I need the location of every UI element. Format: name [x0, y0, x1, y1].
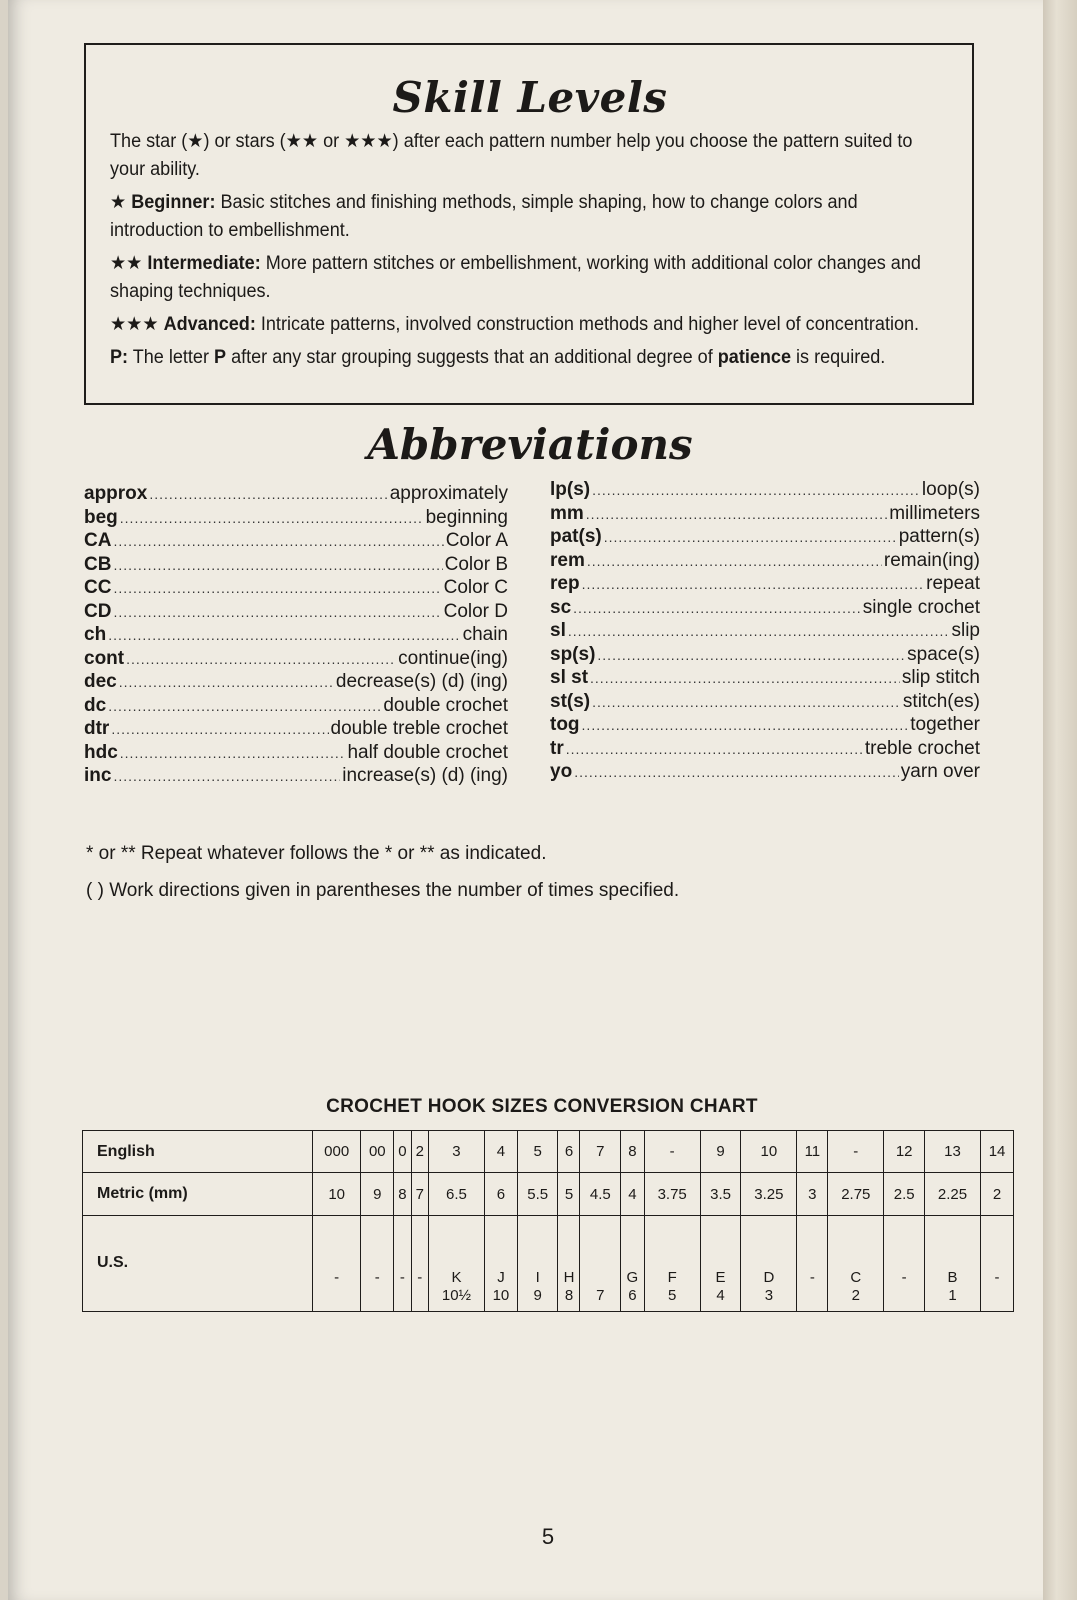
- metric-size-cell: 5.5: [517, 1173, 558, 1215]
- us-number: [313, 1287, 360, 1305]
- abbreviation-row: [84, 764, 508, 788]
- us-size-cell: [828, 1215, 884, 1311]
- us-letter: -: [809, 1269, 815, 1286]
- english-size-cell: 2: [411, 1131, 428, 1173]
- metric-row: [83, 1173, 1014, 1215]
- abbreviation-row: [84, 553, 508, 577]
- abbreviation-term: dec: [84, 671, 117, 692]
- us-letter: -: [417, 1269, 423, 1286]
- english-size-cell: 5: [517, 1131, 558, 1173]
- dot-leader: [113, 530, 443, 554]
- abbreviation-definition: Color A: [445, 530, 508, 551]
- abbreviation-definition: double crochet: [383, 694, 508, 716]
- abbreviation-definition: Color D: [443, 600, 508, 622]
- abbreviation-term: tr: [550, 737, 564, 759]
- abbreviation-term: hdc: [84, 741, 118, 763]
- abbreviation-definition: together: [910, 714, 980, 735]
- us-size-cell: [621, 1215, 645, 1311]
- us-letter: -: [399, 1269, 405, 1286]
- skill-advanced: ★★★ Advanced: Intricate patterns, involved construction methods and higher level of concentration.: [110, 314, 920, 335]
- skill-levels-title: Skill Levels: [392, 73, 668, 122]
- us-number: 1: [948, 1287, 957, 1304]
- metric-size-cell: 3.5: [700, 1173, 741, 1215]
- dot-leader: [573, 597, 861, 621]
- abbreviation-term: sc: [550, 596, 572, 618]
- dot-leader: [590, 667, 900, 691]
- metric-size-cell: 3.75: [644, 1173, 700, 1215]
- dot-leader: [568, 620, 950, 644]
- metric-size-cell: 10: [313, 1173, 361, 1215]
- metric-size-cell: 7: [411, 1173, 428, 1215]
- abbreviation-definition: half double crochet: [347, 741, 508, 763]
- abbreviation-term: rem: [550, 549, 585, 571]
- abbreviation-term: mm: [550, 502, 584, 524]
- dot-leader: [113, 765, 340, 789]
- abbreviation-term: dc: [84, 694, 107, 716]
- us-number: [981, 1287, 1013, 1305]
- row-label-metric: Metric (mm): [83, 1173, 313, 1215]
- us-letter: -: [901, 1269, 907, 1286]
- abbreviation-definition: millimeters: [889, 502, 980, 524]
- abbreviation-row: [84, 670, 508, 694]
- us-letter: K: [451, 1269, 462, 1286]
- us-number: 10: [492, 1287, 510, 1304]
- dot-leader: [113, 577, 441, 601]
- us-size-cell: [517, 1215, 558, 1311]
- advanced-stars-icon: ★★★: [110, 314, 159, 335]
- row-label-english: English: [83, 1131, 313, 1173]
- abbreviation-definition: Color B: [444, 553, 508, 575]
- two-stars-icon: ★★: [285, 131, 319, 152]
- intermediate-label: Intermediate:: [147, 253, 261, 274]
- dot-leader: [592, 691, 901, 715]
- us-letter: G: [626, 1269, 639, 1286]
- abbreviation-row: [550, 643, 980, 667]
- metric-size-cell: 4.5: [580, 1173, 621, 1215]
- abbreviation-term: CD: [84, 600, 112, 622]
- metric-size-cell: 2.25: [924, 1173, 980, 1215]
- abbreviation-definition: treble crochet: [864, 737, 980, 759]
- us-number: [394, 1287, 410, 1305]
- us-letter: H: [563, 1269, 575, 1286]
- abbreviation-term: yo: [550, 761, 573, 782]
- english-size-cell: 00: [361, 1131, 394, 1173]
- dot-leader: [111, 718, 328, 742]
- abbreviation-row: [550, 760, 980, 784]
- abbreviation-definition: beginning: [425, 506, 508, 528]
- note-parentheses: ( ) Work directions given in parentheses the number of times specified.: [86, 880, 680, 901]
- english-size-cell: -: [828, 1131, 884, 1173]
- abbreviation-definition: single crochet: [862, 596, 980, 618]
- abbreviation-definition: decrease(s) (d) (ing): [335, 671, 508, 692]
- us-letter: -: [374, 1269, 380, 1286]
- star-icon: ★: [187, 131, 204, 152]
- english-size-cell: 9: [700, 1131, 741, 1173]
- metric-size-cell: 8: [394, 1173, 411, 1215]
- abbreviation-row: [84, 576, 508, 600]
- abbreviation-row: [84, 741, 508, 765]
- metric-size-cell: 3: [797, 1173, 828, 1215]
- dot-leader: [149, 483, 387, 507]
- row-label-us: U.S.: [83, 1215, 313, 1311]
- metric-size-cell: 2.5: [884, 1173, 925, 1215]
- dot-leader: [574, 761, 899, 785]
- abbreviation-definition: yarn over: [900, 761, 980, 782]
- abbreviation-term: st(s): [550, 690, 591, 712]
- dot-leader: [120, 742, 346, 766]
- us-number: 2: [851, 1287, 860, 1304]
- metric-size-cell: 6: [485, 1173, 518, 1215]
- skill-intro: The star (★) or stars (★★ or ★★★) after each pattern number help you choose the pattern suited to your ability.: [110, 131, 913, 180]
- abbreviation-definition: approximately: [389, 483, 508, 504]
- abbreviation-term: rep: [550, 573, 580, 594]
- abbreviation-term: sp(s): [550, 643, 596, 665]
- abbreviation-term: approx: [84, 483, 148, 504]
- skill-patience: P: The letter P after any star grouping suggests that an additional degree of patience is required.: [110, 347, 886, 368]
- us-letter: -: [994, 1269, 1000, 1286]
- metric-size-cell: 5: [558, 1173, 580, 1215]
- us-number: 3: [764, 1287, 774, 1304]
- abbreviation-term: lp(s): [550, 479, 591, 500]
- intermediate-stars-icon: ★★: [110, 253, 143, 274]
- dot-leader: [604, 526, 897, 550]
- abbreviation-row: [550, 549, 980, 573]
- abbreviation-term: CC: [84, 577, 112, 598]
- abbreviation-row: [84, 717, 508, 741]
- us-size-cell: [361, 1215, 394, 1311]
- skill-levels-box: [84, 43, 974, 405]
- abbreviation-row: [550, 666, 980, 690]
- dot-leader: [592, 479, 920, 503]
- abbreviation-row: [550, 619, 980, 643]
- us-number: 5: [668, 1287, 677, 1304]
- us-size-cell: [428, 1215, 484, 1311]
- p-label: P:: [110, 347, 129, 368]
- abbreviation-definition: repeat: [926, 573, 980, 594]
- abbreviation-row: [550, 502, 980, 526]
- dot-leader: [582, 573, 925, 597]
- abbreviation-term: CB: [84, 553, 112, 575]
- abbreviation-definition: increase(s) (d) (ing): [342, 765, 508, 786]
- abbreviation-row: [550, 690, 980, 714]
- us-size-cell: [700, 1215, 741, 1311]
- abbreviations-left-column: [84, 482, 508, 788]
- us-number: [797, 1287, 827, 1305]
- us-number: [412, 1287, 428, 1305]
- dot-leader: [586, 503, 887, 527]
- dot-leader: [113, 601, 441, 625]
- abbreviation-term: dtr: [84, 718, 110, 739]
- dot-leader: [108, 624, 460, 648]
- three-stars-icon: ★★★: [344, 131, 393, 152]
- metric-size-cell: 2.75: [828, 1173, 884, 1215]
- abbreviation-term: ch: [84, 624, 107, 645]
- dot-leader: [566, 738, 863, 762]
- us-number: 7: [596, 1287, 605, 1304]
- metric-size-cell: 3.25: [741, 1173, 797, 1215]
- us-number: [361, 1287, 393, 1305]
- abbreviation-definition: chain: [462, 624, 508, 645]
- abbreviations-title: Abbreviations: [367, 420, 693, 469]
- page-stack-edge: [1043, 0, 1077, 1600]
- beginner-star-icon: ★: [110, 192, 127, 213]
- us-size-cell: [884, 1215, 925, 1311]
- dot-leader: [108, 695, 381, 719]
- us-size-cell: [981, 1215, 1014, 1311]
- us-number: 9: [533, 1287, 542, 1304]
- english-size-cell: 7: [580, 1131, 621, 1173]
- dot-leader: [113, 554, 442, 578]
- abbreviation-term: tog: [550, 714, 580, 735]
- abbreviation-row: [84, 529, 508, 553]
- abbreviation-row: [84, 647, 508, 671]
- abbreviation-row: [550, 596, 980, 620]
- english-row: [83, 1131, 1014, 1173]
- us-size-cell: [313, 1215, 361, 1311]
- abbreviation-definition: slip stitch: [901, 667, 980, 688]
- us-number: 4: [716, 1287, 725, 1304]
- abbreviations-right-column: [550, 478, 980, 784]
- page-number: 5: [541, 1524, 555, 1549]
- us-size-cell: [741, 1215, 797, 1311]
- abbreviation-row: [550, 737, 980, 761]
- hook-chart-title: CROCHET HOOK SIZES CONVERSION CHART: [326, 1096, 758, 1117]
- english-size-cell: 4: [485, 1131, 518, 1173]
- abbreviation-term: CA: [84, 530, 112, 551]
- abbreviation-definition: double treble crochet: [330, 718, 508, 739]
- metric-size-cell: 9: [361, 1173, 394, 1215]
- abbreviation-definition: slip: [951, 620, 980, 641]
- metric-size-cell: 2: [981, 1173, 1014, 1215]
- english-size-cell: 000: [313, 1131, 361, 1173]
- abbreviation-row: [84, 600, 508, 624]
- us-size-cell: [558, 1215, 580, 1311]
- english-size-cell: 11: [797, 1131, 828, 1173]
- us-number: 10½: [441, 1287, 472, 1304]
- abbreviation-row: [550, 478, 980, 502]
- us-size-cell: [797, 1215, 828, 1311]
- english-size-cell: 3: [428, 1131, 484, 1173]
- abbreviation-row: [84, 694, 508, 718]
- us-letter: J: [497, 1269, 505, 1286]
- us-number: 6: [628, 1287, 637, 1304]
- abbreviation-row: [550, 572, 980, 596]
- english-size-cell: 14: [981, 1131, 1014, 1173]
- dot-leader: [119, 671, 334, 695]
- us-letter: D: [763, 1269, 775, 1286]
- english-size-cell: 13: [924, 1131, 980, 1173]
- abbreviation-row: [84, 623, 508, 647]
- note-repeat: * or ** Repeat whatever follows the * or ** as indicated.: [86, 843, 547, 864]
- us-size-cell: [644, 1215, 700, 1311]
- us-number: 8: [564, 1287, 574, 1304]
- dot-leader: [126, 648, 396, 672]
- abbreviation-definition: space(s): [907, 643, 980, 665]
- advanced-label: Advanced:: [163, 314, 256, 335]
- skill-beginner: ★ Beginner: Basic stitches and finishing methods, simple shaping, how to change colors and introduction to embellishment.: [110, 192, 858, 241]
- us-letter: B: [947, 1269, 958, 1286]
- metric-size-cell: 4: [621, 1173, 645, 1215]
- beginner-label: Beginner:: [131, 192, 216, 213]
- abbreviation-term: sl: [550, 620, 566, 641]
- abbreviation-term: inc: [84, 765, 112, 786]
- us-letter: C: [850, 1269, 862, 1286]
- dot-leader: [582, 714, 909, 738]
- us-letter: I: [535, 1269, 540, 1286]
- abbreviation-term: beg: [84, 506, 118, 528]
- abbreviation-term: cont: [84, 647, 125, 669]
- english-size-cell: 8: [621, 1131, 645, 1173]
- us-size-cell: [580, 1215, 621, 1311]
- english-size-cell: 6: [558, 1131, 580, 1173]
- abbreviation-definition: Color C: [443, 577, 508, 598]
- us-row: [83, 1215, 1014, 1311]
- hook-size-table: [82, 1130, 1014, 1312]
- english-size-cell: 12: [884, 1131, 925, 1173]
- dot-leader: [120, 507, 424, 531]
- us-size-cell: [924, 1215, 980, 1311]
- english-size-cell: 10: [741, 1131, 797, 1173]
- abbreviation-row: [84, 506, 508, 530]
- english-size-cell: -: [644, 1131, 700, 1173]
- skill-intermediate: ★★ Intermediate: More pattern stitches or embellishment, working with additional color changes and shaping techniques.: [110, 253, 921, 302]
- us-letter: -: [334, 1269, 340, 1286]
- abbreviation-term: sl st: [550, 667, 589, 688]
- abbreviation-row: [550, 525, 980, 549]
- abbreviation-definition: stitch(es): [902, 690, 980, 712]
- dot-leader: [597, 644, 905, 668]
- us-letter: E: [715, 1269, 726, 1286]
- abbreviation-definition: remain(ing): [883, 549, 980, 571]
- us-number: [884, 1287, 924, 1305]
- us-size-cell: [394, 1215, 411, 1311]
- abbreviation-definition: loop(s): [921, 479, 980, 500]
- abbreviation-definition: pattern(s): [898, 526, 980, 547]
- english-size-cell: 0: [394, 1131, 411, 1173]
- abbreviation-row: [550, 713, 980, 737]
- dot-leader: [587, 550, 882, 574]
- abbreviation-term: pat(s): [550, 526, 602, 547]
- abbreviation-row: [84, 482, 508, 506]
- abbreviation-definition: continue(ing): [398, 647, 508, 669]
- us-size-cell: [411, 1215, 428, 1311]
- us-letter: F: [667, 1269, 677, 1286]
- metric-size-cell: 6.5: [428, 1173, 484, 1215]
- us-size-cell: [485, 1215, 518, 1311]
